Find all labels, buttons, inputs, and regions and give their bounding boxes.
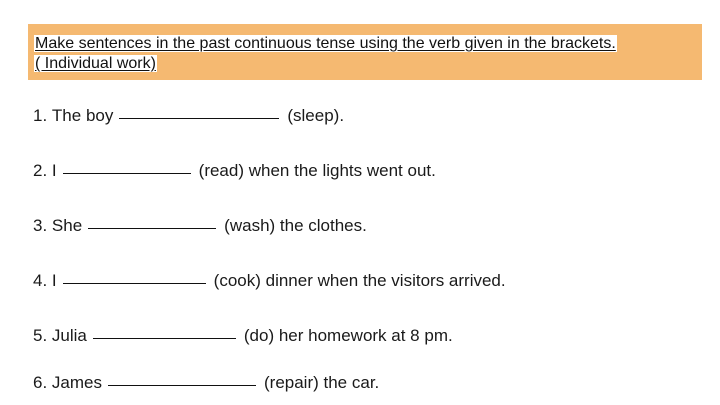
answer-blank: [63, 173, 191, 174]
answer-blank: [88, 228, 216, 229]
sentence-rest: (do) her homework at 8 pm.: [243, 326, 453, 345]
answer-blank: [63, 283, 206, 284]
sentence-number: 3.: [33, 216, 48, 235]
sentence-rest: (repair) the car.: [264, 373, 380, 392]
sentence-number: 4.: [33, 271, 48, 290]
sentence-subject: I: [51, 271, 57, 290]
sentence-subject: Julia: [51, 326, 87, 345]
sentence-6: [33, 373, 379, 393]
sentence-rest: (read) when the lights went out.: [198, 161, 436, 180]
sentence-subject: The boy: [51, 106, 114, 125]
sentence-subject: She: [51, 216, 83, 235]
sentence-1: [33, 106, 344, 126]
sentence-4: [33, 271, 506, 291]
instruction-line-2: ( Individual work): [35, 55, 156, 72]
sentence-rest: (cook) dinner when the visitors arrived.: [213, 271, 506, 290]
answer-blank: [93, 338, 236, 339]
sentence-2: [33, 161, 436, 181]
sentence-rest: (sleep).: [287, 106, 345, 125]
answer-blank: [119, 118, 279, 119]
instruction-line-1: Make sentences in the past continuous tense using the verb given in the brackets.: [35, 35, 616, 52]
sentence-subject: James: [51, 373, 102, 392]
sentence-3: [33, 216, 367, 236]
sentence-number: 2.: [33, 161, 48, 180]
sentence-5: [33, 326, 453, 346]
sentence-number: 5.: [33, 326, 48, 345]
sentence-number: 6.: [33, 373, 48, 392]
sentence-number: 1.: [33, 106, 48, 125]
answer-blank: [108, 385, 256, 386]
sentence-rest: (wash) the clothes.: [224, 216, 367, 235]
instruction-text: [34, 34, 694, 74]
sentence-subject: I: [51, 161, 57, 180]
